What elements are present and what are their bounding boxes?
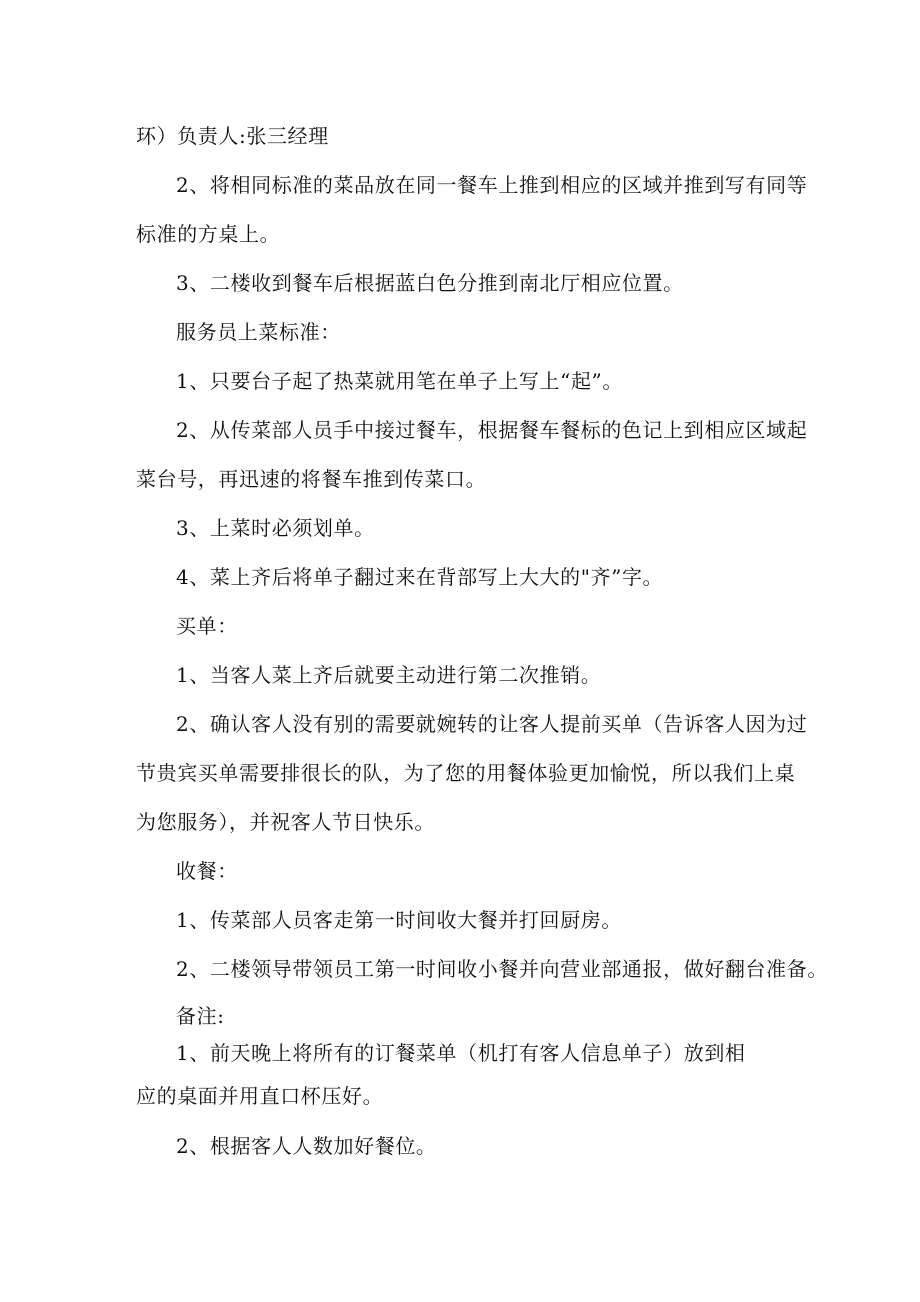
text-line-continuation-responsible: 环）负责人:张三经理 [136,124,329,148]
text-line-notes-item-2: 2、根据客人人数加好餐位。 [176,1134,437,1158]
section-heading-clearing: 收餐： [176,859,238,883]
text-line-checkout-item-2-end: 为您服务），并祝客人节日快乐。 [136,810,435,834]
text-line-serving-item-2: 2、从传菜部人员手中接过餐车，根据餐车餐标的色记上到相应区域起 [176,418,808,442]
text-line-item-2-continued: 标准的方桌上。 [136,222,281,246]
text-line-checkout-item-1: 1、当客人菜上齐后就要主动进行第二次推销。 [176,663,602,687]
text-line-serving-item-1: 1、只要台子起了热菜就用笔在单子上写上“起”。 [176,369,623,393]
text-line-clearing-item-1: 1、传菜部人员客走第一时间收大餐并打回厨房。 [176,908,622,932]
section-heading-checkout: 买单： [176,614,238,638]
text-line-notes-item-1: 1、前天晚上将所有的订餐菜单（机打有客人信息单子）放到相 [176,1041,746,1065]
text-line-checkout-item-2-continued: 节贵宾买单需要排很长的队，为了您的用餐体验更加愉悦，所以我们上桌 [136,761,796,785]
text-line-checkout-item-2: 2、确认客人没有别的需要就婉转的让客人提前买单（告诉客人因为过 [176,712,808,736]
text-line-item-2-same-standard: 2、将相同标准的菜品放在同一餐车上推到相应的区域并推到写有同等 [176,173,808,197]
text-line-item-3-second-floor: 3、二楼收到餐车后根据蓝白色分推到南北厅相应位置。 [176,271,684,295]
text-line-clearing-item-2: 2、二楼领导带领员工第一时间收小餐并向营业部通报，做好翻台准备。 [176,957,828,981]
section-heading-notes: 备注: [176,1004,225,1028]
text-line-serving-item-2-continued: 菜台号，再迅速的将餐车推到传菜口。 [136,467,487,491]
text-line-serving-item-3: 3、上菜时必须划单。 [176,516,375,540]
section-heading-serving-standard: 服务员上菜标准： [176,320,341,344]
text-line-serving-item-4: 4、菜上齐后将单子翻过来在背部写上大大的"齐”字。 [176,565,664,589]
text-line-notes-item-1-continued: 应的桌面并用直口杯压好。 [136,1084,384,1108]
